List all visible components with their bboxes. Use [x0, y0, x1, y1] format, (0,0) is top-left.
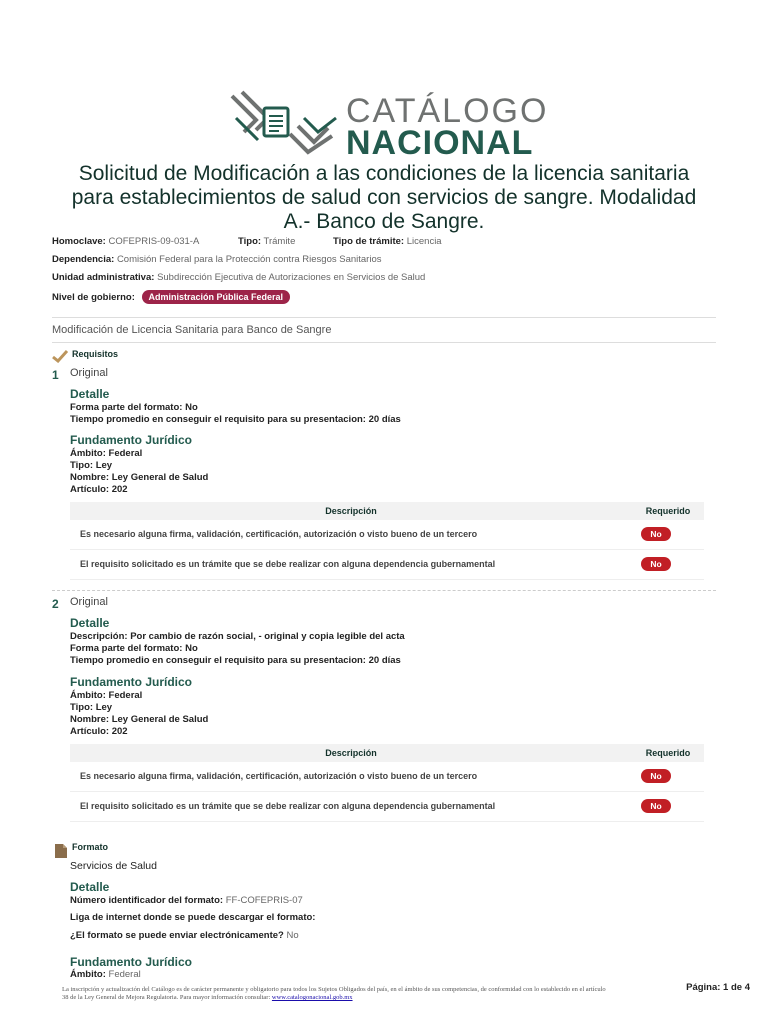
- tiempo-row: [70, 655, 401, 666]
- unidad-label: Unidad administrativa:: [52, 272, 155, 283]
- status-pill: No: [641, 799, 671, 813]
- liga-row: [70, 912, 315, 923]
- forma-value: No: [185, 643, 198, 654]
- ambito-row: [70, 969, 141, 980]
- table-header: [70, 744, 704, 762]
- electronico-label: ¿El formato se puede enviar electrónicamente?: [70, 930, 284, 941]
- subtitle: Modificación de Licencia Sanitaria para Banco de Sangre: [52, 324, 332, 336]
- forma-label: Forma parte del formato:: [70, 402, 183, 413]
- numero-row: [70, 895, 303, 906]
- numero-label: Número identificador del formato:: [70, 895, 224, 906]
- col-requerido: Requerido: [645, 748, 691, 758]
- formato-name: Servicios de Salud: [70, 860, 157, 872]
- forma-row: [70, 643, 198, 654]
- requisito-table: [70, 744, 704, 822]
- tipo-label: Tipo:: [238, 236, 262, 247]
- ambito-row: [70, 448, 142, 459]
- status-pill: No: [641, 769, 671, 783]
- meta-tipo-tramite: [333, 236, 442, 247]
- check-icon: [52, 349, 68, 368]
- descripcion-row: [70, 631, 405, 642]
- formato-heading: Formato: [72, 842, 108, 852]
- catalogo-nacional-logo: [228, 88, 548, 160]
- col-descripcion: Descripción: [325, 506, 377, 516]
- meta-row-1: [52, 236, 199, 247]
- fundamento-heading: Fundamento Jurídico: [70, 675, 193, 689]
- tipo-tramite-label: Tipo de trámite:: [333, 236, 405, 247]
- tiempo-value: 20 días: [368, 414, 401, 425]
- ambito-label: Ámbito:: [70, 690, 106, 701]
- table-header: [70, 502, 704, 520]
- divider: [52, 317, 716, 318]
- descripcion-label: Descripción:: [70, 631, 128, 642]
- table-row: [70, 550, 704, 580]
- footer-line-2: [62, 994, 682, 1002]
- row-text: Es necesario alguna firma, validación, certificación, autorización o visto bueno de un tercero: [80, 529, 478, 539]
- meta-nivel: [52, 290, 290, 304]
- detalle-heading: Detalle: [70, 616, 110, 630]
- tipo-label: Tipo:: [70, 460, 94, 471]
- forma-row: [70, 402, 198, 413]
- nombre-value: Ley General de Salud: [111, 714, 209, 725]
- nivel-badge: Administración Pública Federal: [142, 290, 291, 304]
- ambito-value: Federal: [108, 448, 143, 459]
- footer-link[interactable]: www.catalogonacional.gob.mx: [271, 994, 353, 1001]
- divider: [52, 342, 716, 343]
- table-row: [70, 792, 704, 822]
- requisito-number: 1: [52, 368, 59, 382]
- forma-label: Forma parte del formato:: [70, 643, 183, 654]
- articulo-value: 202: [111, 726, 128, 737]
- table-row: [70, 520, 704, 550]
- nivel-label: Nivel de gobierno:: [52, 292, 135, 303]
- ambito-label: Ámbito:: [70, 448, 106, 459]
- footer-notice: [62, 986, 682, 1002]
- ambito-value: Federal: [108, 690, 143, 701]
- liga-label: Liga de internet donde se puede descargar el formato:: [70, 912, 316, 923]
- row-text: El requisito solicitado es un trámite que se debe realizar con alguna dependencia gubernamental: [80, 801, 496, 811]
- row-text: El requisito solicitado es un trámite que se debe realizar con alguna dependencia gubernamental: [80, 559, 496, 569]
- tipo-label: Tipo:: [70, 702, 94, 713]
- requisito-type: Original: [70, 367, 108, 379]
- requisito-type: Original: [70, 596, 108, 608]
- detalle-heading: Detalle: [70, 880, 110, 894]
- electronico-value: No: [286, 930, 299, 941]
- tiempo-value: 20 días: [368, 655, 401, 666]
- page-title: Solicitud de Modificación a las condiciones de la licencia sanitaria para establecimientos de salud con servicios de sangre. Modalidad A.- Banco de Sangre.: [71, 162, 697, 233]
- tiempo-row: [70, 414, 401, 425]
- homoclave-value: COFEPRIS-09-031-A: [108, 236, 200, 247]
- meta-dependencia: [52, 254, 381, 265]
- homoclave-label: Homoclave:: [52, 236, 106, 247]
- ambito-value: Federal: [108, 969, 141, 980]
- articulo-row: [70, 726, 128, 737]
- document-icon: [54, 843, 68, 864]
- status-pill: No: [641, 527, 671, 541]
- logo-emblem-icon: [228, 88, 340, 158]
- tipo-value: Trámite: [263, 236, 296, 247]
- articulo-label: Artículo:: [70, 726, 110, 737]
- divider: [52, 590, 716, 591]
- ambito-row: [70, 690, 142, 701]
- nombre-label: Nombre:: [70, 714, 110, 725]
- logo-line2: NACIONAL: [346, 124, 534, 162]
- dependencia-label: Dependencia:: [52, 254, 115, 265]
- table-row: [70, 762, 704, 792]
- fundamento-heading: Fundamento Jurídico: [70, 433, 193, 447]
- tipo-value: Ley: [95, 702, 113, 713]
- tipo-tramite-value: Licencia: [406, 236, 442, 247]
- tipo-row: [70, 460, 112, 471]
- col-descripcion: Descripción: [325, 748, 377, 758]
- row-text: Es necesario alguna firma, validación, certificación, autorización o visto bueno de un tercero: [80, 771, 478, 781]
- meta-unidad: [52, 272, 425, 283]
- nombre-row: [70, 472, 208, 483]
- ambito-label: Ámbito:: [70, 969, 106, 980]
- articulo-value: 202: [111, 484, 128, 495]
- tipo-value: Ley: [95, 460, 113, 471]
- requisito-number: 2: [52, 597, 59, 611]
- footer-text-1: La inscripción y actualización del Catálogo es de carácter permanente y obligatorio para todos los Sujetos Obligados del país, en el ámbito de sus competencias, de conformidad con lo establecido en el artículo: [62, 986, 606, 993]
- meta-tipo: [238, 236, 295, 247]
- fundamento-heading: Fundamento Jurídico: [70, 955, 193, 969]
- nombre-value: Ley General de Salud: [111, 472, 209, 483]
- tipo-row: [70, 702, 112, 713]
- nombre-row: [70, 714, 208, 725]
- numero-value: FF-COFEPRIS-07: [225, 895, 303, 906]
- detalle-heading: Detalle: [70, 387, 110, 401]
- tiempo-label: Tiempo promedio en conseguir el requisito para su presentacion:: [70, 655, 366, 666]
- unidad-value: Subdirección Ejecutiva de Autorizaciones en Servicios de Salud: [157, 272, 426, 283]
- tiempo-label: Tiempo promedio en conseguir el requisito para su presentacion:: [70, 414, 366, 425]
- articulo-row: [70, 484, 128, 495]
- footer-text-2: 38 de la Ley General de Mejora Regulatoria. Para mayor información consultar:: [62, 994, 271, 1001]
- articulo-label: Artículo:: [70, 484, 110, 495]
- dependencia-value: Comisión Federal para la Protección contra Riesgos Sanitarios: [116, 254, 382, 265]
- status-pill: No: [641, 557, 671, 571]
- page-number: Página: 1 de 4: [686, 982, 750, 993]
- forma-value: No: [185, 402, 198, 413]
- descripcion-value: Por cambio de razón social, - original y copia legible del acta: [130, 631, 405, 642]
- nombre-label: Nombre:: [70, 472, 110, 483]
- requisito-table: [70, 502, 704, 580]
- electronico-row: [70, 930, 299, 941]
- logo-line1: CATÁLOGO: [346, 92, 549, 130]
- requisitos-heading: Requisitos: [72, 349, 119, 359]
- col-requerido: Requerido: [645, 506, 691, 516]
